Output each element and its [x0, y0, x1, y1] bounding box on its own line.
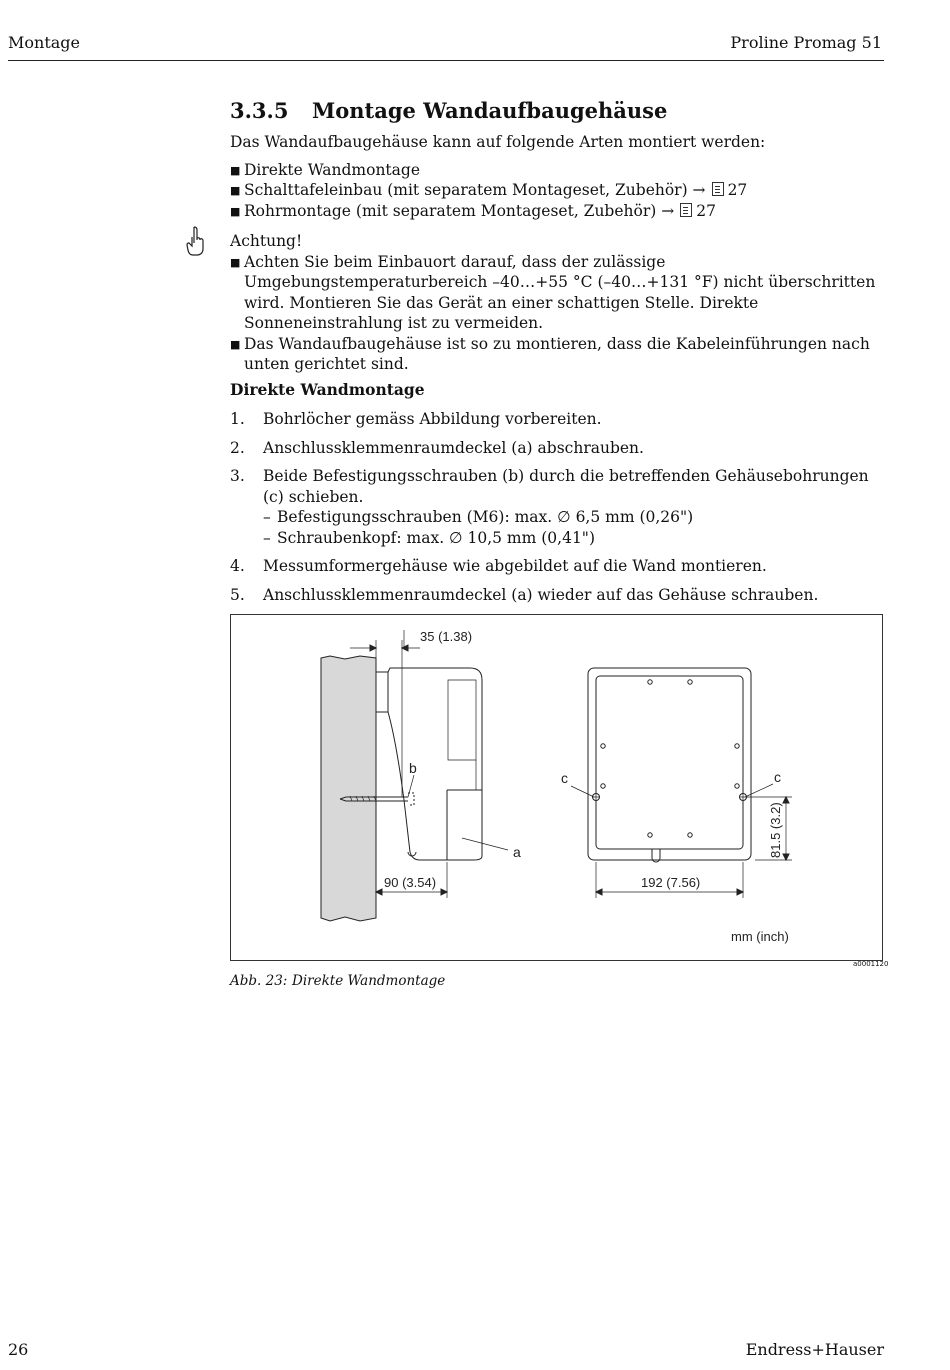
list-item: 2. Anschlussklemmenraumdeckel (a) abschrauben. — [230, 438, 644, 457]
sub-list-item: – Befestigungsschrauben (M6): max. ∅ 6,5 mm (0,26") — [263, 508, 694, 526]
sub-list-item: – Schraubenkopf: max. ∅ 10,5 mm (0,41") — [263, 528, 595, 547]
list-item: ■ Achten Sie beim Einbauort darauf, dass der zulässige Umgebungstemperaturbereich –40…+55 °C (–40…+131 °F) nicht überschritten wird. Montieren Sie das Gerät an einer schattigen Stelle. Direkte Sonneneinstrahlung ist zu vermeiden. — [230, 252, 876, 332]
label-a: a — [513, 844, 521, 860]
list-item: ■ Das Wandaufbaugehäuse ist so zu montieren, dass die Kabeleinführungen nach unten gerichtet sind. — [230, 334, 870, 373]
dimension-width: 192 (7.56) — [641, 875, 701, 890]
list-item: 3. Beide Befestigungsschrauben (b) durch die betreffenden Gehäusebohrungen (c) schieben. – Befestigungsschrauben (M6): max. ∅ 6,5 mm (0,26") – Schraubenkopf: max. ∅ 10,5 mm (0,41") — [230, 466, 885, 548]
section-number: 3.3.5 — [230, 98, 289, 123]
label-b: b — [409, 760, 417, 776]
list-item: 1. Bohrlöcher gemäss Abbildung vorbereiten. — [230, 410, 602, 428]
list-item: ■ Direkte Wandmontage — [230, 160, 885, 181]
subheading: Direkte Wandmontage — [230, 380, 425, 399]
page-number: 26 — [8, 1340, 29, 1359]
bullet-icon: ■ — [230, 204, 241, 218]
housing-side — [376, 668, 482, 860]
list-item: 5. Anschlussklemmenraumdeckel (a) wieder auf das Gehäuse schrauben. — [230, 585, 819, 604]
page-reference: 27 — [696, 201, 716, 220]
wall-outline — [321, 656, 376, 921]
dimension-depth: 90 (3.54) — [384, 875, 437, 890]
page-reference: 27 — [727, 181, 748, 199]
bullet-icon: ■ — [230, 337, 241, 351]
section-title-text: Montage Wandaufbaugehäuse — [312, 98, 668, 123]
label-c-left: c — [561, 770, 568, 786]
caption-text: Direkte Wandmontage — [292, 973, 446, 989]
list-item: ■ Rohrmontage (mit separatem Montageset, Zubehör) → 27 — [230, 201, 885, 222]
list-item: 4. Messumformergehäuse wie abgebildet auf die Wand montieren. — [230, 557, 767, 575]
warning-title: Achtung! — [230, 232, 303, 250]
dimension-height: 81.5 (3.2) — [768, 802, 783, 858]
header-product: Proline Promag 51 — [730, 33, 882, 52]
intro-text: Das Wandaufbaugehäuse kann auf folgende Arten montiert werden: — [230, 133, 766, 151]
figure-caption — [230, 973, 445, 989]
figure-code: a0001120 — [853, 960, 889, 968]
label-c-right: c — [774, 769, 781, 785]
units-label: mm (inch) — [731, 929, 789, 944]
bullet-icon: ■ — [230, 255, 241, 269]
dimension-wall-distance: 35 (1.38) — [420, 629, 473, 644]
bullet-icon: ■ — [230, 163, 241, 177]
header-chapter: Montage — [8, 33, 80, 52]
caption-label: Abb. 23: — [230, 973, 288, 989]
list-item: ■ Schalttafeleinbau (mit separatem Montageset, Zubehör) → 27 — [230, 180, 885, 201]
housing-front — [588, 668, 751, 860]
bullet-icon: ■ — [230, 184, 241, 197]
footer-brand: Endress+Hauser — [745, 1340, 884, 1359]
